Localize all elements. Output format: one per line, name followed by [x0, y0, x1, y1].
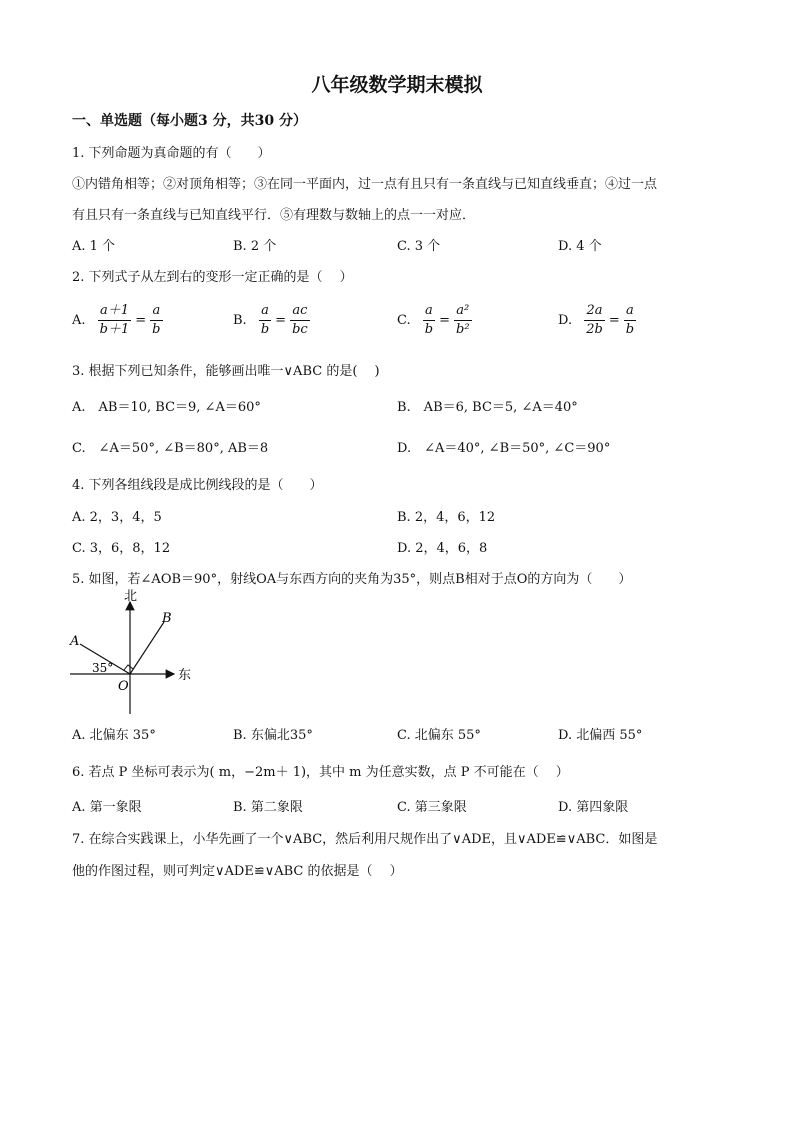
denominator: b [424, 322, 434, 337]
q2-option-a [72, 302, 164, 339]
numerator: a＋1 [98, 302, 132, 321]
q2-d-right-fraction [624, 302, 636, 339]
q3-option-c: C. ∠A＝50°, ∠B＝80°, AB＝8 [72, 441, 269, 456]
denominator: b＋1 [99, 322, 130, 337]
numerator: ac [290, 302, 310, 321]
q4-option-b: B. 2，4，6，12 [397, 510, 496, 525]
q3-option-d: D. ∠A＝40°, ∠B＝50°, ∠C＝90° [397, 441, 611, 456]
q2-option-b [233, 302, 311, 339]
q2-a-label: A. [72, 313, 86, 328]
q2-option-c [397, 302, 473, 339]
q6-option-b: B. 第二象限 [233, 800, 303, 815]
equals-sign: = [439, 313, 450, 328]
denominator: bc [292, 322, 308, 337]
q1-line1: ①内错角相等；②对顶角相等；③在同一平面内，过一点有且只有一条直线与已知直线垂直；④过一点 [72, 177, 658, 192]
q2-b-left-fraction [259, 302, 271, 339]
numerator: a [259, 302, 271, 321]
q5-option-d: D. 北偏西 55° [558, 728, 643, 743]
q5-option-c: C. 北偏东 55° [397, 728, 481, 743]
q2-b-label: B. [233, 313, 247, 328]
q2-c-right-fraction [454, 302, 472, 339]
page-title: 八年级数学期末模拟 [311, 74, 483, 96]
q4-stem: 4. 下列各组线段是成比例线段的是（ ） [72, 478, 323, 493]
q4-option-d: D. 2，4，6，8 [397, 541, 488, 556]
q1-option-b: B. 2 个 [233, 239, 277, 254]
ray-ob [130, 622, 164, 674]
equals-sign: = [275, 313, 287, 328]
denominator: b [152, 322, 161, 337]
q3-option-a: A. AB＝10, BC＝9, ∠A＝60° [72, 400, 261, 415]
q1-option-c: C. 3 个 [397, 239, 441, 254]
q2-stem: 2. 下列式子从左到右的变形一定正确的是（ ） [72, 270, 353, 285]
q6-option-d: D. 第四象限 [558, 800, 629, 815]
equals-sign: = [135, 313, 147, 328]
q4-option-a: A. 2，3，4，5 [72, 510, 162, 525]
north-label: 北 [124, 589, 138, 604]
point-a-label: A [70, 634, 80, 649]
numerator: a [624, 302, 636, 321]
point-o-label: O [118, 679, 129, 694]
equals-sign: = [608, 313, 620, 328]
q2-c-label: C. [397, 313, 411, 328]
numerator: a [423, 302, 435, 321]
point-b-label: B [162, 611, 172, 626]
q5-option-b: B. 东偏北35° [233, 728, 313, 743]
q6-option-a: A. 第一象限 [72, 800, 142, 815]
numerator: a [150, 302, 162, 321]
section-heading: 一、单选题（每小题3 分，共30 分） [72, 113, 307, 129]
q1-stem: 1. 下列命题为真命题的有（ ） [72, 146, 271, 161]
q1-line2: 有且只有一条直线与已知直线平行．⑤有理数与数轴上的点一一对应． [72, 208, 476, 223]
q2-b-right-fraction [290, 302, 310, 339]
q7-line2: 他的作图过程，则可判定∨ADE≌∨ABC 的依据是（ ） [72, 864, 403, 879]
q6-stem: 6. 若点 P 坐标可表示为( m，−2m＋ 1)，其中 m 为任意实数，点 P 不可能在（ ） [72, 765, 569, 780]
q1-option-a: A. 1 个 [72, 239, 116, 254]
q6-option-c: C. 第三象限 [397, 800, 467, 815]
q1-option-d: D. 4 个 [558, 239, 602, 254]
denominator: b [625, 322, 635, 337]
numerator: 2a [584, 302, 605, 321]
q7-line1: 7. 在综合实践课上，小华先画了一个∨ABC，然后利用尺规作出了∨ADE，且∨ADE≌∨ABC．如图是 [72, 832, 658, 847]
q5-stem: 5. 如图，若∠AOB＝90°，射线OA与东西方向的夹角为35°，则点B相对于点O的方向为（ ） [72, 572, 632, 587]
compass-figure [66, 588, 206, 718]
q5-option-a: A. 北偏东 35° [72, 728, 156, 743]
q2-d-left-fraction [584, 302, 605, 339]
q2-d-label: D. [558, 313, 573, 328]
angle-label: 35° [92, 661, 114, 675]
numerator: a² [454, 302, 472, 321]
right-angle-mark [124, 665, 133, 670]
q2-option-d [558, 302, 637, 339]
east-label: 东 [178, 668, 192, 683]
denominator: 2b [586, 322, 603, 337]
q4-option-c: C. 3，6，8，12 [72, 541, 171, 556]
denominator: b [260, 322, 270, 337]
q2-c-left-fraction [423, 302, 435, 339]
q2-a-right-fraction [150, 302, 162, 339]
q3-option-b: B. AB＝6, BC＝5, ∠A＝40° [397, 400, 578, 415]
denominator: b² [456, 322, 470, 337]
q3-stem: 3. 根据下列已知条件，能够画出唯一∨ABC 的是( ) [72, 364, 380, 379]
q2-a-left-fraction [98, 302, 132, 339]
